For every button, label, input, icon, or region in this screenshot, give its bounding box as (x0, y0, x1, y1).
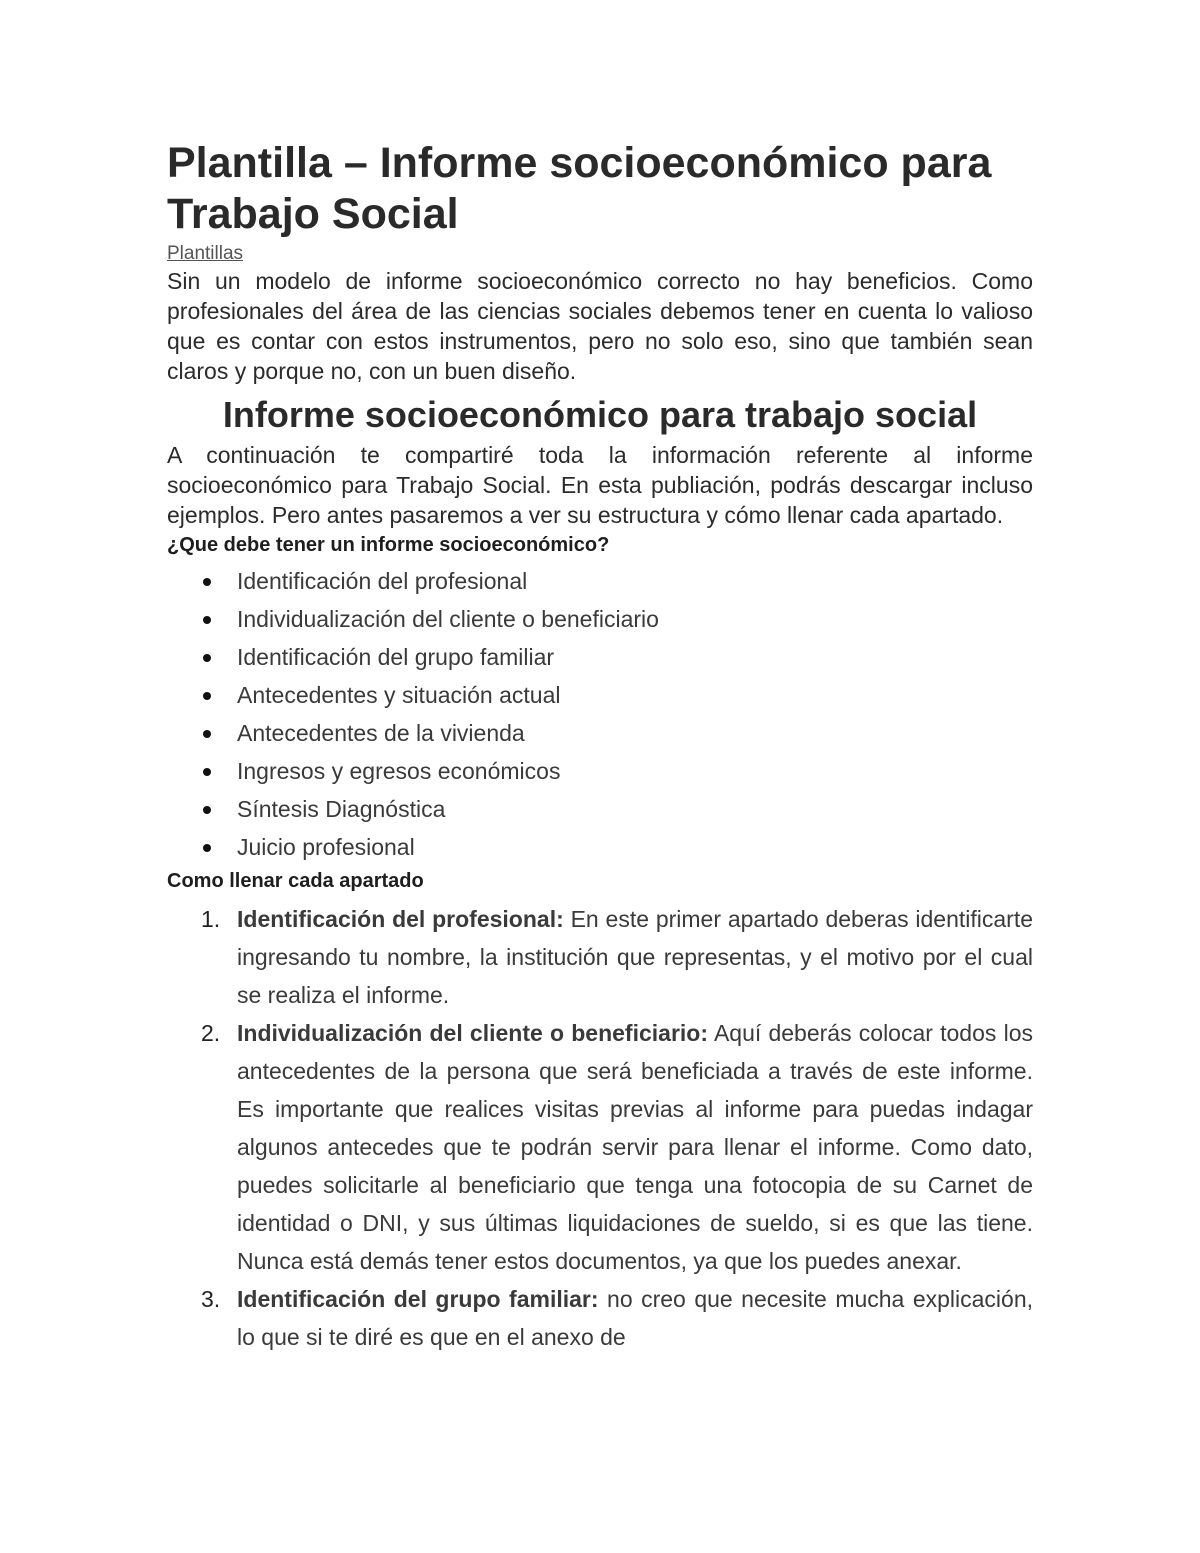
page-title: Plantilla – Informe socioeconómico para Trabajo Social (167, 139, 992, 238)
steps-heading: Como llenar cada apartado (167, 870, 424, 892)
intro-paragraph: Sin un modelo de informe socioeconómico correcto no hay beneficios. Como profesionales del área de las ciencias sociales debemos tener en cuenta lo valioso que es contar con estos instrumentos, pero no solo eso, sino que también sean claros y porque no, con un buen diseño. (167, 268, 1033, 384)
bullet-icon (203, 692, 211, 700)
bullet-icon (203, 654, 211, 662)
requirements-list (167, 562, 1033, 866)
step-number: 1. (201, 906, 221, 932)
step-term: Identificación del profesional: (237, 906, 564, 932)
step-number: 2. (201, 1020, 221, 1046)
step-term: Individualización del cliente o beneficiario: (237, 1020, 709, 1046)
bullet-icon (203, 806, 211, 814)
list-item: Antecedentes de la vivienda (167, 714, 1033, 752)
section-title: Informe socioeconómico para trabajo social (222, 394, 978, 435)
document-page (167, 138, 1033, 1356)
step-item (167, 1280, 1033, 1356)
list-item: Síntesis Diagnóstica (167, 790, 1033, 828)
bullet-icon (203, 616, 211, 624)
list-item: Identificación del grupo familiar (167, 638, 1033, 676)
list-item: Juicio profesional (167, 828, 1033, 866)
step-text: Aquí deberás colocar todos los antecedentes de la persona que será beneficiada a través de este informe. Es importante que realices visitas previas al informe para puedas indagar algunos antecedes que te podrán servir para llenar el informe. Como dato, puedes solicitarle al beneficiario que tenga una fotocopia de su Carnet de identidad o DNI, y sus últimas liquidaciones de sueldo, si es que las tiene. Nunca está demás tener estos documentos, ya que los puedes anexar. (237, 1020, 1033, 1274)
section-intro-paragraph: A continuación te compartiré toda la información referente al informe socioeconómico para Trabajo Social. En esta publiación, podrás descargar incluso ejemplos. Pero antes pasaremos a ver su estructura y cómo llenar cada apartado. (167, 442, 1033, 528)
step-text: En este primer apartado deberas identificarte ingresando tu nombre, la institución que representas, y el motivo por el cual se realiza el informe. (237, 906, 1034, 1008)
step-text: no creo que necesite mucha explicación, lo que si te diré es que en el anexo de (237, 1286, 1034, 1350)
bullet-icon (203, 578, 211, 586)
step-item (167, 1014, 1033, 1280)
step-term: Identificación del grupo familiar: (237, 1286, 599, 1312)
bullet-icon (203, 844, 211, 852)
steps-list (167, 900, 1033, 1356)
list-item: Identificación del profesional (167, 562, 1033, 600)
bullet-icon (203, 730, 211, 738)
requirements-heading: ¿Que debe tener un informe socioeconómico? (167, 534, 610, 556)
list-item: Antecedentes y situación actual (167, 676, 1033, 714)
step-number: 3. (201, 1286, 221, 1312)
list-item: Individualización del cliente o beneficiario (167, 600, 1033, 638)
breadcrumb-link-plantillas[interactable]: Plantillas (167, 243, 244, 264)
bullet-icon (203, 768, 211, 776)
step-item (167, 900, 1033, 1014)
list-item: Ingresos y egresos económicos (167, 752, 1033, 790)
